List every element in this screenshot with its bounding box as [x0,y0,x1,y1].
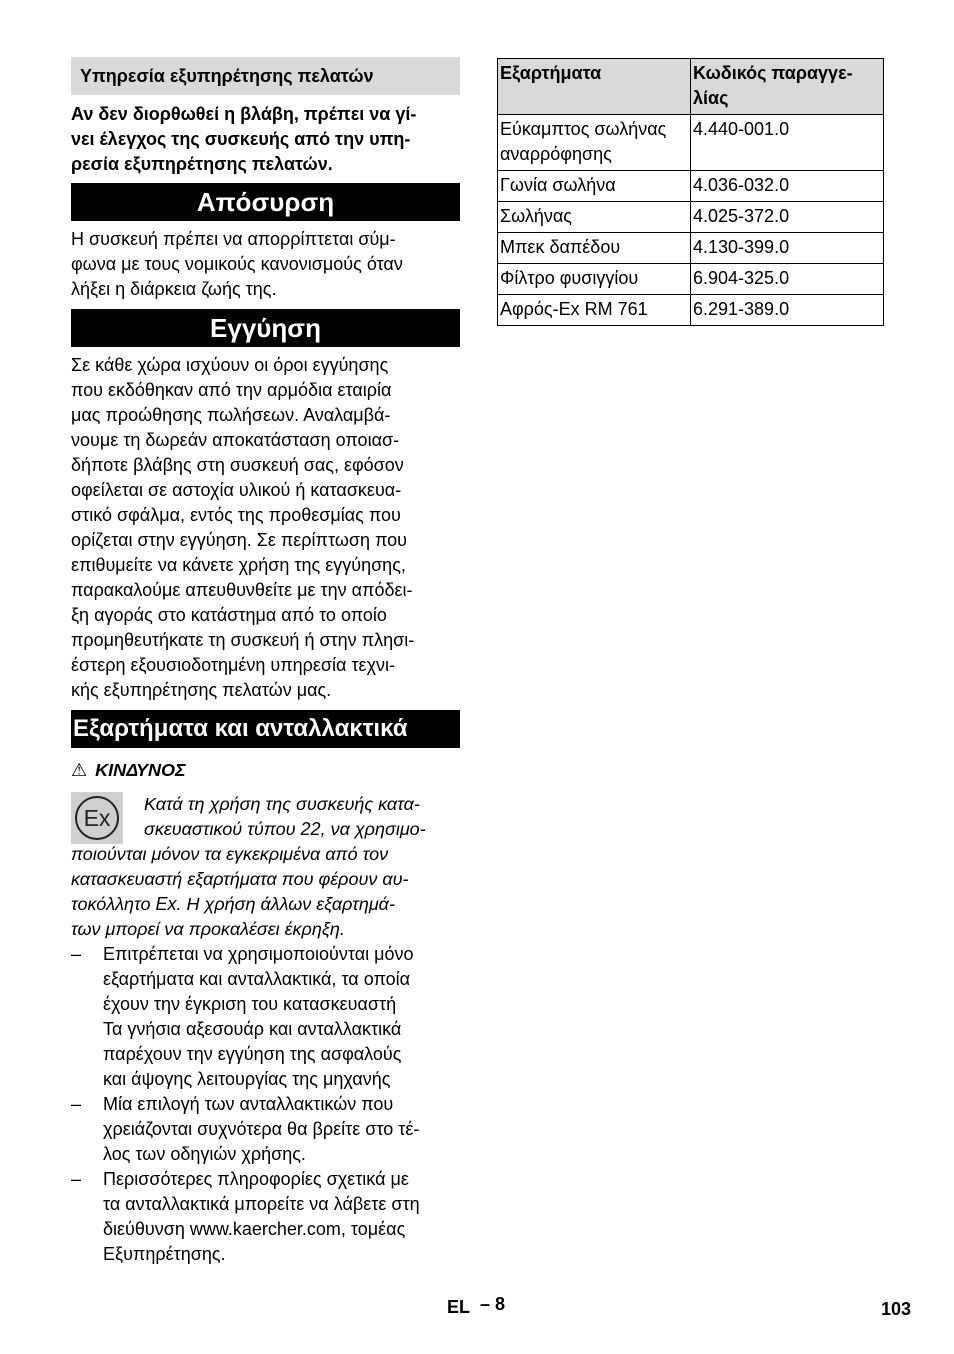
text-line: Η συσκευή πρέπει να απορρίπτεται σύμ- [71,229,396,249]
part-name-cell: Σωλήνας [498,202,691,233]
part-name-cell: Αφρός-Ex RM 761 [498,295,691,326]
bullet-dash: – [71,1169,82,1189]
text-line: νει έλεγχος της συσκευής από την υπη- [71,129,411,149]
text-line: Σε κάθε χώρα ισχύουν οι όροι εγγύησης [71,355,389,375]
order-code-cell: 6.291-389.0 [691,295,884,326]
part-name-cell: Μπεκ δαπέδου [498,233,691,264]
text-line: νουμε τη δωρεάν αποκατάσταση οποιασ- [71,430,400,450]
accessories-list [71,942,460,1267]
table-row [498,115,884,171]
part-name-cell: Εύκαμπτος σωλήνας αναρρόφησης [498,115,691,171]
text-line: ορίζεται στην εγγύηση. Σε περίπτωση που [71,530,408,550]
text-line: σκευαστικού τύπου 22, να χρησιμο- [144,819,426,839]
list-item: – Περισσότερες πληροφορίες σχετικά με τα ανταλλακτικά μπορείτε να λάβετε στη διεύθυνση www.kaercher.com, τομέας Εξυπηρέτησης. [71,1169,420,1264]
ex-icon [71,792,123,844]
disposal-heading: Απόσυρση [71,183,460,221]
table-row [498,233,884,264]
part-name-cell: Γωνία σωλήνα [498,171,691,202]
text-line: προμηθευτήκατε τη συσκευή ή στην πλησι- [71,630,415,650]
text-line: κής εξυπηρέτησης πελατών μας. [71,680,332,700]
footer-section-label [447,1294,506,1318]
text-line: επιθυμείτε να κάνετε χρήση της εγγύησης, [71,555,406,575]
warning-triangle-icon: ⚠ [71,760,88,780]
warranty-heading: Εγγύηση [71,309,460,347]
text-line: φωνα με τους νομικούς κανονισμούς όταν [71,254,403,274]
text-line: κατασκευαστή εξαρτήματα που φέρουν αυ- [71,869,409,889]
column-header-parts: Εξαρτήματα [498,59,691,115]
list-item: – Μία επιλογή των ανταλλακτικών που χρειάζονται συχνότερα θα βρείτε στο τέ- λος των οδηγιών χρήσης. [71,1094,420,1164]
table-row [498,264,884,295]
footer-section-page: – 8 [480,1294,506,1314]
text-line: Κατά τη χρήση της συσκευής κατα- [144,794,420,814]
danger-label [71,758,460,783]
order-code-cell: 4.440-001.0 [691,115,884,171]
text-line: ποιούνται μόνον τα εγκεκριμένα από τον [71,844,389,864]
ex-warning-text [71,792,460,942]
table-row [498,295,884,326]
text-line: στικό σφάλμα, εντός της προθεσμίας που [71,505,401,525]
text-line: ρεσία εξυπηρέτησης πελατών. [71,154,333,174]
ex-warning-block [71,792,460,942]
ex-icon-text: Ex [83,805,111,831]
accessories-heading: Εξαρτήματα και ανταλλακτικά [71,710,460,748]
list-item: – Επιτρέπεται να χρησιμοποιούνται μόνο εξαρτήματα και ανταλλακτικά, τα οποία έχουν την έγκριση του κατασκευαστή Τα γνήσια αξεσουάρ και ανταλλακτικά παρέχουν την εγγύηση της ασφαλούς και άψογης λειτουργίας της μηχανής [71,944,414,1089]
text-line: των μπορεί να προκαλέσει έκρηξη. [71,919,345,939]
warranty-text [71,353,460,703]
table-row [498,171,884,202]
page-number: 103 [880,1299,911,1319]
text-line: μας προώθησης πωλήσεων. Αναλαμβά- [71,405,391,425]
text-line: που εκδόθηκαν από την αρμόδια εταιρία [71,380,392,400]
part-name-cell: Φίλτρο φυσιγγίου [498,264,691,295]
customer-service-heading: Υπηρεσία εξυπηρέτησης πελατών [71,57,460,95]
text-line: παρακαλούμε απευθυνθείτε με την απόδει- [71,580,413,600]
parts-table [497,58,884,326]
customer-service-text [71,102,460,177]
order-code-cell: 4.025-372.0 [691,202,884,233]
footer-lang: EL [447,1297,471,1317]
text-line: δήποτε βλάβης στη συσκευή σας, εφόσον [71,455,404,475]
order-code-cell: 4.036-032.0 [691,171,884,202]
left-column [71,57,460,1267]
text-line: οφείλεται σε αστοχία υλικού ή κατασκευα- [71,480,402,500]
column-header-order-code: Κωδικός παραγγε- λίας [691,59,884,115]
bullet-dash: – [71,944,82,964]
text-line: έστερη εξουσιοδοτημένη υπηρεσία τεχνι- [71,655,396,675]
text-line: ξη αγοράς στο κατάστημα από το οποίο [71,605,387,625]
disposal-text [71,227,460,302]
table-header-row [498,59,884,115]
order-code-cell: 6.904-325.0 [691,264,884,295]
table-row [498,202,884,233]
text-line: λήξει η διάρκεια ζωής της. [71,279,277,299]
bullet-dash: – [71,1094,82,1114]
danger-text: ΚΙΝΔΥΝΟΣ [95,760,186,780]
order-code-cell: 4.130-399.0 [691,233,884,264]
text-line: τοκόλλητο Ex. Η χρήση άλλων εξαρτημά- [71,894,395,914]
text-line: Αν δεν διορθωθεί η βλάβη, πρέπει να γί- [71,104,417,124]
